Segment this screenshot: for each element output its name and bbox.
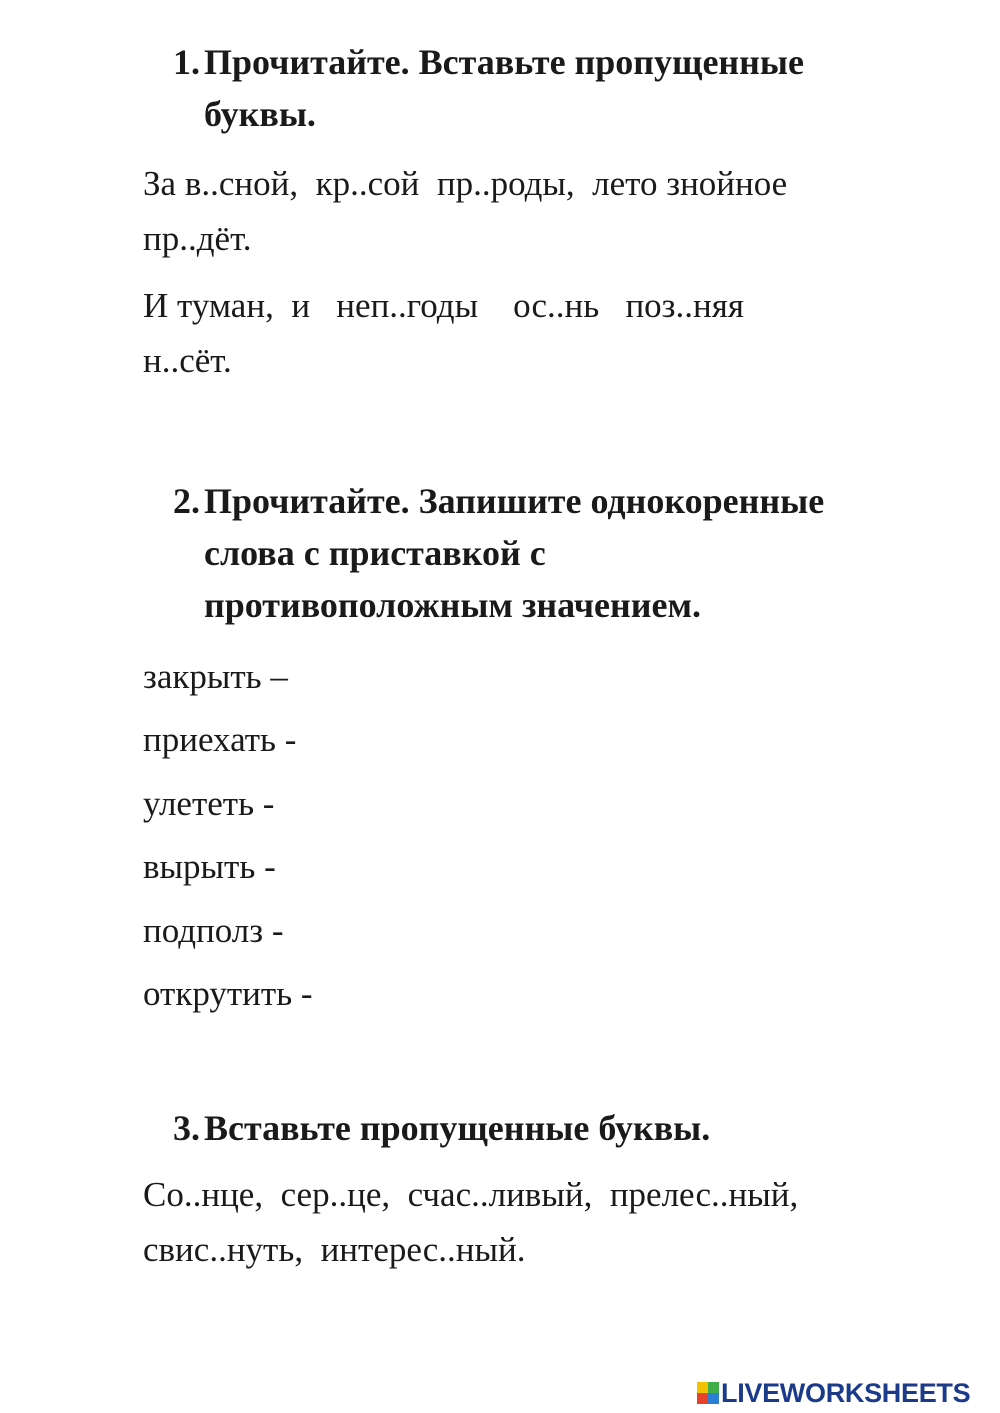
logo-square-yellow bbox=[697, 1382, 708, 1393]
task3-title-line1: Вставьте пропущенные буквы. bbox=[204, 1108, 711, 1148]
task1-text-line: За в..сной, кр..сой пр..роды, лето знойное bbox=[143, 164, 788, 203]
task3-text-line: Со..нце, сер..це, счас..ливый, прелес..ный, bbox=[143, 1175, 799, 1214]
task3-number: 3. bbox=[173, 1108, 200, 1148]
task1-title-line1: Прочитайте. Вставьте пропущенные bbox=[204, 42, 804, 82]
task2-title-line1: Прочитайте. Запишите однокоренные bbox=[204, 481, 825, 521]
task1-text-line: пр..дёт. bbox=[143, 219, 252, 258]
task2-word: приехать - bbox=[143, 720, 297, 759]
task2-heading bbox=[173, 475, 824, 631]
task2-title-line3: противоположным значением. bbox=[204, 585, 701, 625]
task1-number: 1. bbox=[173, 42, 200, 82]
logo-text: LIVEWORKSHEETS bbox=[721, 1377, 971, 1408]
task1-text-line: н..сёт. bbox=[143, 341, 232, 380]
task2-word: открутить - bbox=[143, 974, 313, 1013]
task2-word: подполз - bbox=[143, 911, 284, 950]
liveworksheets-logo bbox=[697, 1377, 970, 1409]
logo-square-blue bbox=[708, 1393, 719, 1404]
task3-heading bbox=[173, 1102, 710, 1154]
task2-word: улететь - bbox=[143, 784, 275, 823]
task2-word: вырыть - bbox=[143, 847, 276, 886]
task3-text-line: свис..нуть, интерес..ный. bbox=[143, 1230, 526, 1269]
task1-title-line2: буквы. bbox=[204, 94, 316, 134]
task2-number: 2. bbox=[173, 481, 200, 521]
logo-square-red bbox=[697, 1393, 708, 1404]
task1-text-line: И туман, и неп..годы ос..нь поз..няя bbox=[143, 286, 744, 325]
task2-word: закрыть – bbox=[143, 657, 288, 696]
task1-heading bbox=[173, 36, 804, 140]
logo-square-green bbox=[708, 1382, 719, 1393]
task2-title-line2: слова с приставкой с bbox=[204, 533, 546, 573]
liveworksheets-logo-icon bbox=[697, 1382, 719, 1404]
